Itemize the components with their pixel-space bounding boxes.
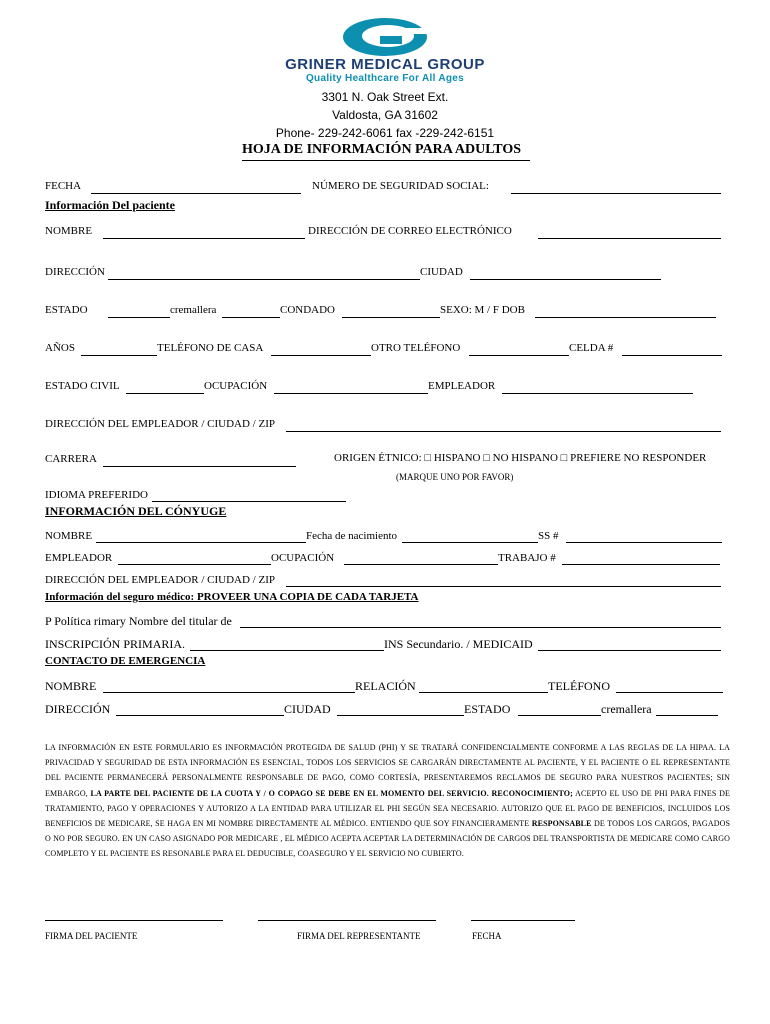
- cremallera-label: cremallera: [170, 304, 217, 316]
- ocupacion-field[interactable]: [274, 393, 428, 394]
- condado-label: CONDADO: [280, 304, 335, 316]
- sp-ss-field[interactable]: [566, 542, 722, 543]
- titular-field[interactable]: [240, 627, 721, 628]
- legal-bold-2: RESPONSABLE: [531, 819, 592, 829]
- estado-civil-field[interactable]: [126, 393, 204, 394]
- section-insurance-info: Información del seguro médico: PROVEER UNA COPIA DE CADA TARJETA: [45, 591, 419, 603]
- em-relacion-field[interactable]: [419, 692, 548, 693]
- ins-secundario-label: INS Secundario. / MEDICAID: [384, 637, 533, 651]
- logo: [230, 14, 540, 86]
- direccion-label: DIRECCIÓN: [45, 266, 105, 278]
- otro-tel-field[interactable]: [469, 355, 569, 356]
- sp-nombre-field[interactable]: [96, 542, 306, 543]
- sp-nombre-label: NOMBRE: [45, 530, 93, 542]
- empleador-label: EMPLEADOR: [428, 380, 496, 392]
- fecha-field[interactable]: [91, 193, 301, 194]
- em-estado-label: ESTADO: [464, 702, 511, 716]
- sp-ss-label: SS #: [538, 530, 559, 542]
- logo-tagline: Quality Healthcare For All Ages: [305, 73, 465, 84]
- email-label: DIRECCIÓN DE CORREO ELECTRÓNICO: [308, 225, 512, 237]
- sp-dir-empleador-field[interactable]: [286, 586, 721, 587]
- titular-label: P Política rimary Nombre del titular de: [45, 614, 232, 628]
- em-relacion-label: RELACIÓN: [355, 679, 416, 693]
- ins-secundario-field[interactable]: [538, 650, 721, 651]
- sp-ocupacion-label: OCUPACIÓN: [271, 552, 335, 564]
- tel-casa-label: TELÉFONO DE CASA: [157, 342, 264, 354]
- anos-field[interactable]: [81, 355, 157, 356]
- firma-representante-field[interactable]: [258, 920, 436, 921]
- firma-paciente-label: FIRMA DEL PACIENTE: [45, 931, 138, 941]
- cremallera-field[interactable]: [222, 317, 280, 318]
- section-emergency-contact: CONTACTO DE EMERGENCIA: [45, 655, 206, 667]
- otro-tel-label: OTRO TELÉFONO: [371, 342, 461, 354]
- nombre-label: NOMBRE: [45, 225, 93, 237]
- address-line-1: 3301 N. Oak Street Ext.: [321, 90, 449, 104]
- ciudad-label: CIUDAD: [420, 266, 463, 278]
- firma-representante-label: FIRMA DEL REPRESENTANTE: [297, 931, 421, 941]
- sp-trabajo-field[interactable]: [562, 564, 720, 565]
- logo-name: GRINER MEDICAL GROUP: [285, 56, 485, 73]
- sp-dir-empleador-label: DIRECCIÓN DEL EMPLEADOR / CIUDAD / ZIP: [45, 574, 275, 586]
- address-line-2: Valdosta, GA 31602: [332, 108, 438, 122]
- carrera-label: CARRERA: [45, 453, 97, 465]
- ssn-label: NÚMERO DE SEGURIDAD SOCIAL:: [312, 180, 489, 192]
- fecha-label: FECHA: [45, 180, 82, 192]
- tel-casa-field[interactable]: [271, 355, 371, 356]
- inscripcion-field[interactable]: [190, 650, 384, 651]
- dob-field[interactable]: [535, 317, 716, 318]
- sp-fecha-nac-field[interactable]: [402, 542, 538, 543]
- title-underline: [242, 160, 530, 161]
- legal-bold-1: LA PARTE DEL PACIENTE DE LA CUOTA Y / O COPAGO SE DEBE EN EL MOMENTO DEL SERVICIO. RECONOCIMIENTO;: [90, 788, 573, 798]
- em-estado-field[interactable]: [518, 715, 601, 716]
- estado-label: ESTADO: [45, 304, 88, 316]
- nombre-field[interactable]: [103, 238, 305, 239]
- celda-field[interactable]: [622, 355, 722, 356]
- legal-text-1: LA INFORMACIÓN EN ESTE FORMULARIO ES INFORMACIÓN PROTEGIDA DE SALUD (PHI) Y SE TRATARÁ CONFIDENCIALMENTE CONFORME A LAS REGLAS DE LA HIPAA. LA PRIVACIDAD Y SEGURIDAD DE ESTA INFORMACIÓN ES ESENCIAL, TODOS LOS SERVICIOS SE CARGARÁN DIRECTAMENTE AL PACIENTE, Y EL PACIENTE O EL REPRESENTANTE DEL PACIENTE PERMANECERÁ PERSONALMENTE RESPONSABLE DE PAGO, COMO CORTESÍA, PRESENTAREMOS RECLAMOS DE SEGURO PARA NUESTROS PACIENTES; SIN EMBARGO,: [45, 743, 730, 798]
- carrera-field[interactable]: [103, 466, 296, 467]
- em-cremallera-field[interactable]: [656, 715, 718, 716]
- inscripcion-label: INSCRIPCIÓN PRIMARIA.: [45, 637, 186, 651]
- ciudad-field[interactable]: [470, 279, 661, 280]
- dir-empleador-label: DIRECCIÓN DEL EMPLEADOR / CIUDAD / ZIP: [45, 418, 275, 430]
- legal-disclaimer: [45, 740, 730, 862]
- legal-text-3: DE TODOS LOS CARGOS, PAGADOS O NO POR SEGURO. EN UN CASO ASIGNADO POR MEDICARE , EL MÉDICO ACEPTA ACEPTAR LA DETERMINACIÓN DE CARGOS DEL TRANSPORTISTA DE MEDICARE COMO CARGO COMPLETO Y EL PACIENTE ES RESONABLE PARA EL DEDUCIBLE, COASEGURO Y EL SERVICIO NO CUBIERTO.: [45, 819, 730, 859]
- email-field[interactable]: [538, 238, 721, 239]
- em-nombre-label: NOMBRE: [45, 679, 97, 693]
- direccion-field[interactable]: [108, 279, 420, 280]
- anos-label: AÑOS: [45, 342, 75, 354]
- em-direccion-label: DIRECCIÓN: [45, 702, 111, 716]
- section-spouse-info: INFORMACIÓN DEL CÓNYUGE: [45, 504, 227, 518]
- condado-field[interactable]: [342, 317, 440, 318]
- sp-fecha-nac-label: Fecha de nacimiento: [306, 530, 398, 542]
- ocupacion-label: OCUPACIÓN: [204, 380, 268, 392]
- dir-empleador-field[interactable]: [286, 431, 721, 432]
- em-cremallera-label: cremallera: [601, 702, 652, 716]
- ssn-field[interactable]: [511, 193, 721, 194]
- sp-empleador-label: EMPLEADOR: [45, 552, 113, 564]
- em-telefono-label: TELÉFONO: [548, 679, 610, 693]
- sexo-dob-label: SEXO: M / F DOB: [440, 304, 525, 316]
- firma-fecha-field[interactable]: [471, 920, 575, 921]
- marque-uno-note: (MARQUE UNO POR FAVOR): [396, 472, 514, 482]
- em-ciudad-field[interactable]: [337, 715, 464, 716]
- estado-civil-label: ESTADO CIVIL: [45, 380, 120, 392]
- celda-label: CELDA #: [569, 342, 614, 354]
- em-direccion-field[interactable]: [116, 715, 284, 716]
- firma-fecha-label: FECHA: [472, 931, 502, 941]
- em-telefono-field[interactable]: [616, 692, 723, 693]
- phone-fax: Phone- 229-242-6061 fax -229-242-6151: [275, 126, 495, 140]
- sp-empleador-field[interactable]: [118, 564, 271, 565]
- idioma-field[interactable]: [152, 501, 346, 502]
- sp-ocupacion-field[interactable]: [344, 564, 498, 565]
- idioma-label: IDIOMA PREFERIDO: [45, 489, 148, 501]
- legal-text-2: ACEPTO EL USO DE PHI PARA FINES DE TRATAMIENTO, PAGO Y OPERACIONES Y AUTORIZO A LA ENTIDAD PARA UTILIZAR EL PHI SEGÚN SEA NECESARIO. AUTORIZO QUE EL PAGO DE BENEFICIOS, INCLUIDOS LOS BENEFICIOS DE MEDICARE, SE HAGA EN MI NOMBRE DIRECTAMENTE AL MÉDICO. ENTIENDO QUE SOY FINANCIERAMENTE: [45, 788, 730, 829]
- sp-trabajo-label: TRABAJO #: [498, 552, 556, 564]
- empleador-field[interactable]: [502, 393, 693, 394]
- em-nombre-field[interactable]: [103, 692, 355, 693]
- estado-field[interactable]: [108, 317, 170, 318]
- firma-paciente-field[interactable]: [45, 920, 223, 921]
- section-patient-info: Información Del paciente: [45, 198, 175, 212]
- form-title: HOJA DE INFORMACIÓN PARA ADULTOS: [242, 142, 522, 157]
- origen-etnico-options[interactable]: ORIGEN ÉTNICO: □ HISPANO □ NO HISPANO □ PREFIERE NO RESPONDER: [334, 452, 707, 464]
- em-ciudad-label: CIUDAD: [284, 702, 331, 716]
